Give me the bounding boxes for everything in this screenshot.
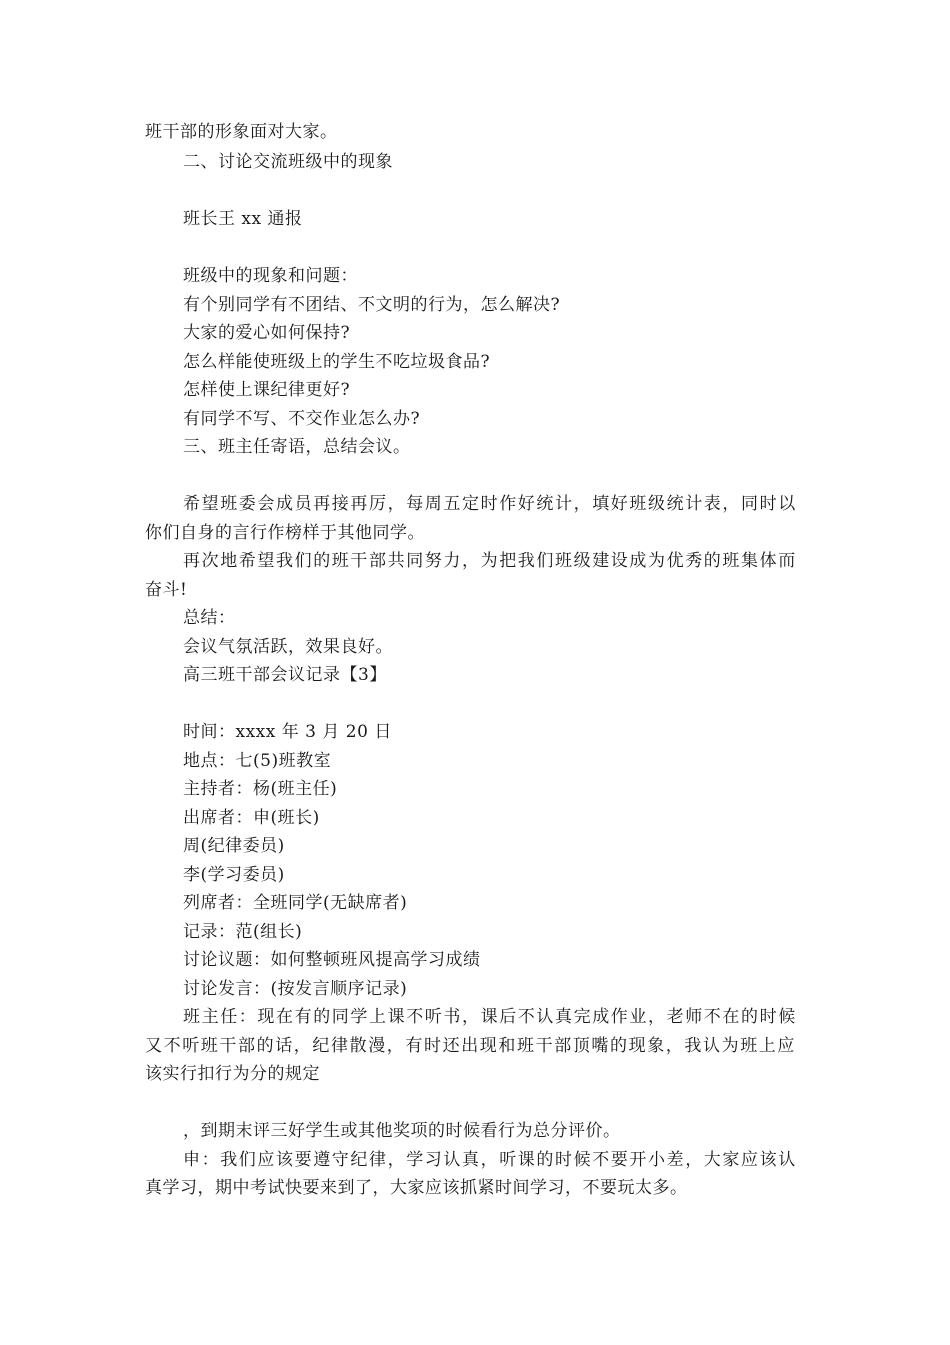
paragraph-text: 又不听班干部的话，纪律散漫，有时还出现和班干部顶嘴的现象，我认为班上应 [145,1036,796,1056]
meeting-observers: 列席者：全班同学(无缺席者) [183,893,408,913]
paragraph-text: 会议气氛活跃，效果良好。 [183,637,393,657]
list-item: 有个别同学有不团结、不文明的行为，怎么解决? [183,295,561,315]
meeting-time: 时间：xxxx 年 3 月 20 日 [183,722,392,742]
list-item: 怎么样能使班级上的学生不吃垃圾食品? [183,352,491,372]
meeting-host: 主持者：杨(班主任) [183,779,338,799]
list-item: 怎样使上课纪律更好? [183,380,351,400]
meeting-recorder: 记录：范(组长) [183,922,303,942]
paragraph-text: 希望班委会成员再接再厉，每周五定时作好统计，填好班级统计表，同时以 [183,494,797,514]
meeting-topic: 讨论议题：如何整顿班风提高学习成绩 [183,950,481,970]
paragraph-text: 班长王 xx 通报 [183,209,303,229]
list-item: 大家的爱心如何保持? [183,323,351,343]
meeting-attendee: 周(纪律委员) [183,836,285,856]
paragraph-text: 再次地希望我们的班干部共同努力，为把我们班级建设成为优秀的班集体而 [183,551,797,571]
list-item: 有同学不写、不交作业怎么办? [183,409,421,429]
paragraph-text: 奋斗! [145,580,188,600]
paragraph-text: 真学习，期中考试快要来到了，大家应该抓紧时间学习，不要玩太多。 [145,1178,688,1198]
paragraph-text: 你们自身的言行作榜样于其他同学。 [145,523,425,543]
meeting-location: 地点：七(5)班教室 [183,751,332,771]
paragraph-text: ，到期末评三好学生或其他奖项的时候看行为总分评价。 [183,1121,621,1141]
paragraph-text: 该实行扣行为分的规定 [145,1064,320,1084]
meeting-attendee: 李(学习委员) [183,865,285,885]
meeting-attendee: 出席者：申(班长) [183,808,320,828]
paragraph-text: 班干部的形象面对大家。 [145,122,338,142]
paragraph-text: 申：我们应该要遵守纪律，学习认真，听课的时候不要开小差，大家应该认 [183,1150,797,1170]
paragraph-text: 总结： [183,608,236,628]
section-heading: 二、讨论交流班级中的现象 [183,152,393,172]
paragraph-text: 班主任：现在有的同学上课不听书，课后不认真完成作业，老师不在的时候 [183,1007,797,1027]
section-title: 高三班干部会议记录【3】 [183,665,387,685]
section-heading: 三、班主任寄语，总结会议。 [183,437,411,457]
meeting-speeches-heading: 讨论发言：(按发言顺序记录) [183,979,408,999]
paragraph-text: 班级中的现象和问题： [183,266,358,286]
